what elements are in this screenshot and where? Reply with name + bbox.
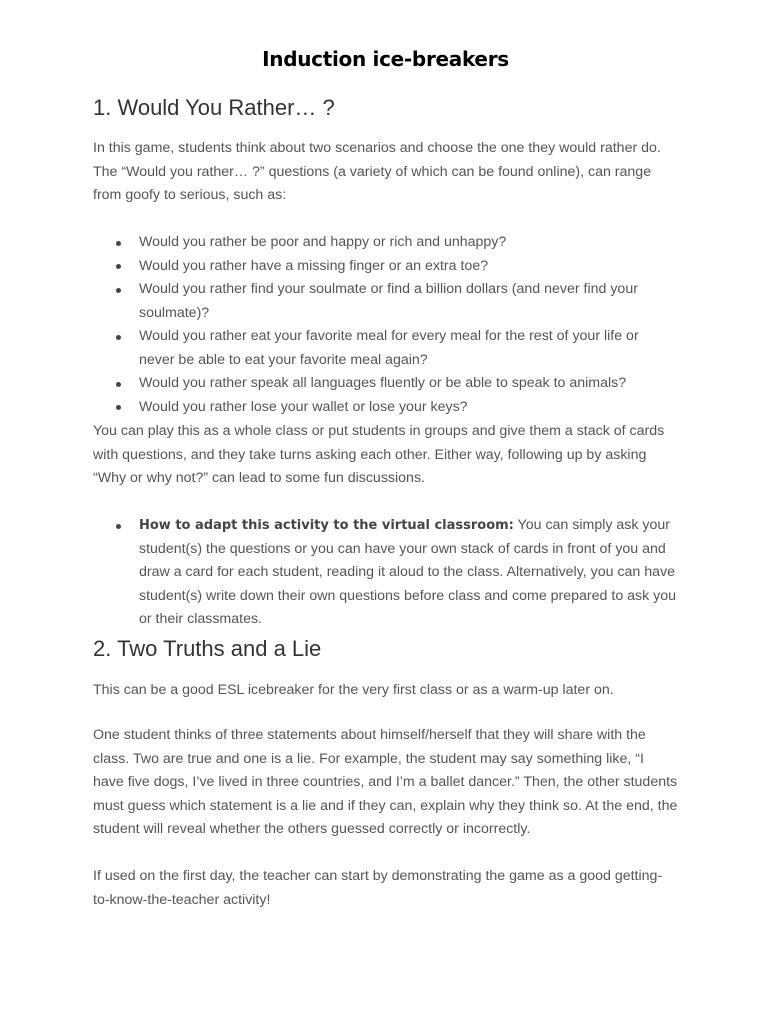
paragraph: One student thinks of three statements about himself/herself that they will share with the class. Two are true and one is a lie. For example, the student may say something like, “I have five dogs, I’ve lived in three countries, and I’m a ballet dancer.” Then, the other students must guess which statement is a lie and if they can, explain why they think so. At the end, the student will reveal whether the others guessed correctly or incorrectly. [93, 727, 678, 837]
two-truths-para1-block [93, 679, 678, 703]
adapt-text: You can simply ask your student(s) the questions or you can have your own stack of cards in front of you and draw a card for each student, reading it aloud to the class. Alternatively, you can have student(s) write down their own questions before class and come prepared to ask you or their classmates. [139, 517, 677, 627]
list-item [93, 255, 678, 279]
intro-paragraph: In this game, students think about two scenarios and choose the one they would rather do. The “Would you rather… ?” questions (a variety of which can be found online), can range from goofy to serious, such as: [93, 140, 661, 203]
question-text: Would you rather speak all languages fluently or be able to speak to animals? [139, 375, 627, 391]
adapt-label: How to adapt this activity to the virtual classroom: [139, 518, 514, 533]
list-item [93, 514, 678, 632]
section-would-you-rather-intro-block [93, 137, 678, 208]
section-heading-two-truths: 2. Two Truths and a Lie [93, 636, 322, 661]
paragraph: If used on the first day, the teacher can start by demonstrating the game as a good getting-to-know-the-teacher activity! [93, 868, 663, 908]
question-list [93, 231, 678, 419]
question-text: Would you rather be poor and happy or rich and unhappy? [139, 234, 507, 250]
list-item [93, 325, 678, 372]
section-heading-would-you-rather: 1. Would You Rather… ? [93, 95, 335, 120]
question-text: Would you rather lose your wallet or lose your keys? [139, 398, 468, 415]
list-item [93, 372, 678, 396]
list-item [93, 396, 678, 420]
adapt-list-block [93, 514, 678, 632]
question-text: Would you rather have a missing finger or an extra toe? [139, 257, 489, 274]
adapt-list [93, 514, 678, 632]
question-text: Would you rather eat your favorite meal for every meal for the rest of your life or never be able to eat your favorite meal again? [139, 328, 639, 368]
question-list-block [93, 231, 678, 419]
followup-paragraph: You can play this as a whole class or put students in groups and give them a stack of cards with questions, and they take turns asking each other. Either way, following up by asking “Why or why not?” can lead to some fun discussions. [93, 423, 665, 486]
list-item [93, 231, 678, 255]
two-truths-para3-block [93, 865, 678, 912]
paragraph: This can be a good ESL icebreaker for the very first class or as a warm-up later on. [93, 682, 614, 698]
question-text: Would you rather find your soulmate or find a billion dollars (and never find your soulmate)? [139, 281, 638, 321]
two-truths-para2-block [93, 724, 678, 842]
followup-block [93, 420, 678, 491]
list-item [93, 278, 678, 325]
document-title: Induction ice-breakers [262, 47, 509, 71]
